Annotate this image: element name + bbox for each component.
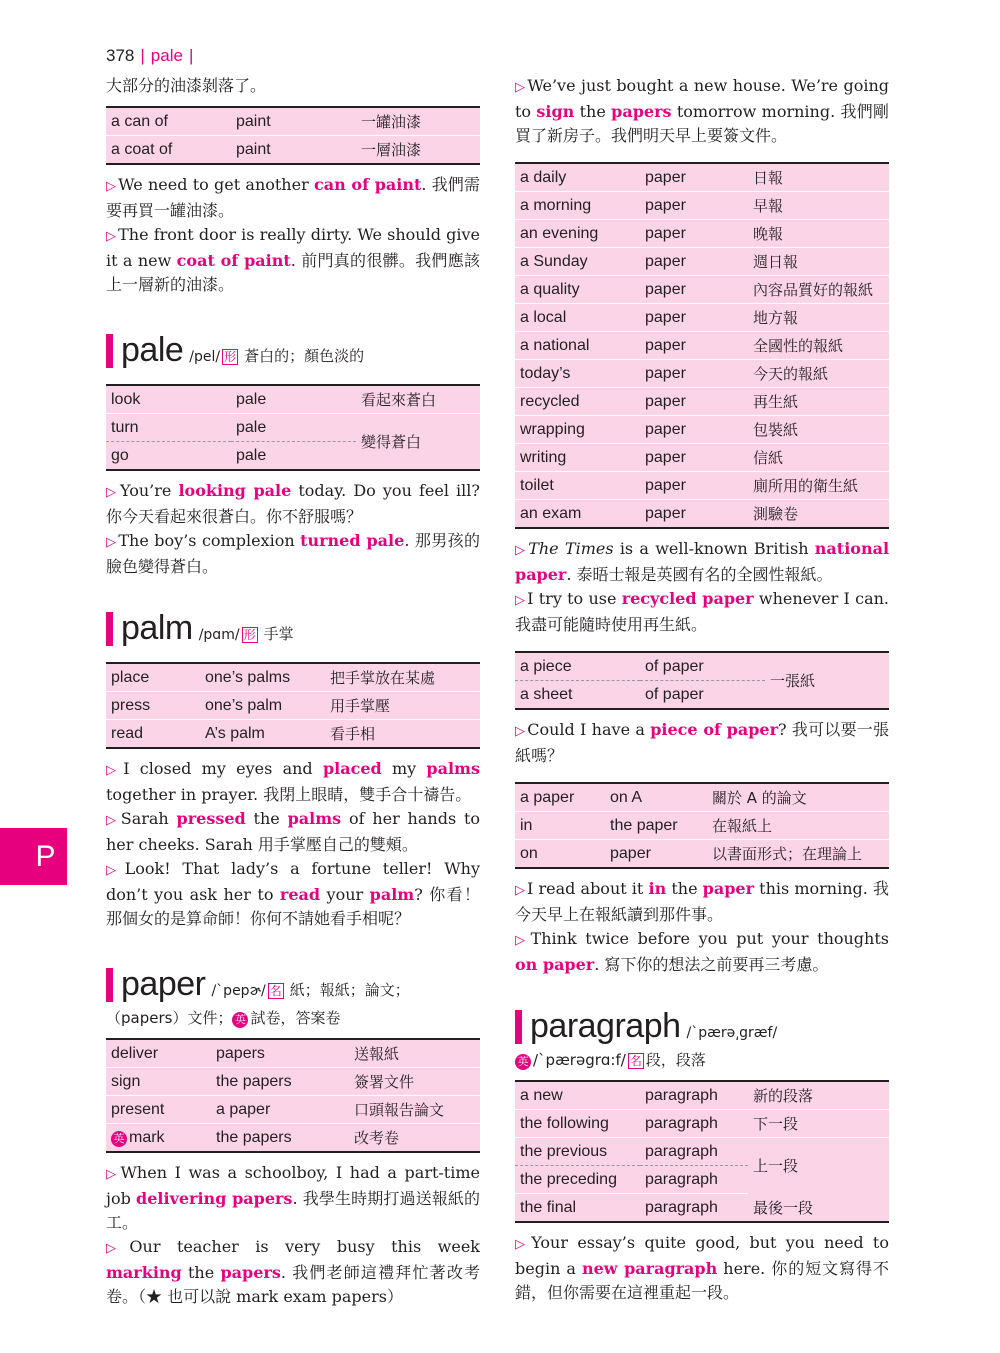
table-row: sign the papers 簽署文件 <box>106 1068 480 1096</box>
example-sentence: ▷ You’re looking pale today. Do you feel ill? 你今天看起來很蒼白。你不舒服嗎？ <box>106 481 480 526</box>
table-row: a local paper 地方報 <box>515 304 889 332</box>
example-sentence: ▷ The boy’s complexion turned pale. 那男孩的臉色變得蒼白。 <box>106 531 480 576</box>
table-row: place one’s palms 把手掌放在某處 <box>106 663 480 692</box>
example-sentence: ▷ The front door is really dirty. We should give it a new coat of paint. 前門真的很髒。我們應該上一層新的油漆。 <box>106 225 480 294</box>
table-row: a national paper 全國性的報紙 <box>515 332 889 360</box>
table-row: a can of paint 一罐油漆 <box>106 107 480 136</box>
table-row: the final paragraph 最後一段 <box>515 1194 889 1223</box>
page-header <box>106 46 199 66</box>
table-row: look pale 看起來蒼白 <box>106 385 480 414</box>
british-badge-icon: 英 <box>111 1131 127 1147</box>
table-row: a piece of paper 一張紙 <box>515 652 889 681</box>
table-row: toilet paper 廁所用的衛生紙 <box>515 472 889 500</box>
table-row: a quality paper 內容品質好的報紙 <box>515 276 889 304</box>
table-row: on paper 以書面形式；在理論上 <box>515 840 889 869</box>
entry-bar <box>106 334 113 368</box>
example-sentence: ▷ I read about it in the paper this morning. 我今天早上在報紙讀到那件事。 <box>515 879 889 924</box>
pale-collocation-table <box>106 384 480 471</box>
paper-verb-collocation-table <box>106 1038 480 1153</box>
table-row: 英 mark the papers 改考卷 <box>106 1124 480 1153</box>
left-column <box>106 74 480 1309</box>
example-arrow-icon: ▷ <box>515 883 526 898</box>
table-row: in the paper 在報紙上 <box>515 812 889 840</box>
table-row: press one’s palm 用手掌壓 <box>106 692 480 720</box>
paper-type-collocation-table <box>515 162 889 529</box>
example-sentence: ▷ Your essay’s quite good, but you need to begin a new paragraph here. 你的短文寫得不錯，但你需要在這裡重起一段。 <box>515 1233 889 1302</box>
example-sentence: ▷ When I was a schoolboy, I had a part-time job delivering papers. 我學生時期打過送報紙的工。 <box>106 1163 480 1232</box>
example-arrow-icon: ▷ <box>515 80 526 95</box>
entry-headword: paragraph <box>530 1007 681 1045</box>
part-of-speech-badge: 名 <box>629 1054 642 1068</box>
example-sentence: ▷ Could I have a piece of paper? 我可以要一張紙嗎？ <box>515 720 890 765</box>
table-row: a new paragraph 新的段落 <box>515 1081 889 1110</box>
example-arrow-icon: ▷ <box>515 724 526 739</box>
part-of-speech-badge: 形 <box>243 628 256 642</box>
pronunciation: /ˋpærə͵græf/ <box>686 1025 778 1041</box>
table-row: an evening paper 晚報 <box>515 220 889 248</box>
definition: 蒼白的；顏色淡的 <box>244 347 365 365</box>
table-row: go pale <box>106 442 480 471</box>
example-sentence: ▷ Think twice before you put your thoughts on paper. 寫下你的想法之前要再三考慮。 <box>515 929 889 974</box>
right-column <box>515 74 889 1305</box>
table-row: turn pale 變得蒼白 <box>106 414 480 442</box>
example-arrow-icon: ▷ <box>106 229 117 244</box>
paragraph-collocation-table <box>515 1080 889 1223</box>
header-separator: | <box>140 46 145 65</box>
pronunciation: /pel/ <box>189 349 221 365</box>
table-row: a Sunday paper 週日報 <box>515 248 889 276</box>
table-row: a sheet of paper <box>515 681 889 710</box>
table-row: a paper on A 關於 A 的論文 <box>515 783 889 812</box>
table-row: a coat of paint 一層油漆 <box>106 136 480 165</box>
part-of-speech-badge: 形 <box>224 350 237 364</box>
entry-heading-paper <box>106 965 480 1004</box>
definition: 手掌 <box>263 625 294 643</box>
definition-continued <box>515 1048 889 1072</box>
table-row: the preceding paragraph <box>515 1166 889 1194</box>
table-row: a morning paper 早報 <box>515 192 889 220</box>
entry-heading-palm <box>106 609 480 648</box>
british-badge-icon: 英 <box>232 1012 248 1028</box>
example-arrow-icon: ▷ <box>106 485 119 500</box>
example-arrow-icon: ▷ <box>106 813 119 828</box>
example-arrow-icon: ▷ <box>106 179 117 194</box>
definition: 段，段落 <box>645 1051 706 1069</box>
british-pronunciation: /ˋpærəgrɑ:f/ <box>533 1051 626 1069</box>
running-headword: pale <box>150 46 183 65</box>
entry-headword: paper <box>121 965 206 1003</box>
example-arrow-icon: ▷ <box>106 763 122 778</box>
paper-preposition-collocation-table <box>515 782 889 869</box>
example-sentence: ▷ We’ve just bought a new house. We’re going to sign the papers tomorrow morning. 我們剛買了新房子。我們明天早上要簽文件。 <box>515 76 889 145</box>
pronunciation: /pɑm/ <box>198 627 240 643</box>
table-row: deliver papers 送報紙 <box>106 1039 480 1068</box>
entry-bar <box>515 1010 522 1044</box>
entry-headword: pale <box>121 331 184 369</box>
table-row: wrapping paper 包裝紙 <box>515 416 889 444</box>
paint-collocation-table <box>106 106 480 165</box>
page-number: 378 <box>106 46 135 65</box>
thumb-tab-letter: P <box>0 828 67 885</box>
example-sentence: ▷ We need to get another can of paint. 我們需要再買一罐油漆。 <box>106 175 480 220</box>
entry-heading-pale <box>106 331 480 370</box>
example-sentence: ▷ I try to use recycled paper whenever I can. 我盡可能隨時使用再生紙。 <box>515 589 890 634</box>
example-arrow-icon: ▷ <box>106 863 123 878</box>
example-sentence: ▷ Look! That lady’s a fortune teller! Why don’t you ask her to read your palm? 你看！那個女的是算命師！你何不請她看手相呢？ <box>106 859 481 928</box>
pronunciation: /ˋpepɚ/ <box>211 983 266 999</box>
example-arrow-icon: ▷ <box>515 933 529 948</box>
definition-continued: （papers）文件； 英 試卷，答案卷 <box>106 1009 341 1027</box>
entry-bar <box>106 612 113 646</box>
definition: 紙；報紙；論文； <box>289 981 410 999</box>
table-row: today’s paper 今天的報紙 <box>515 360 889 388</box>
example-arrow-icon: ▷ <box>106 535 117 550</box>
entry-heading-paragraph <box>515 1007 889 1046</box>
example-sentence: ▷ I closed my eyes and placed my palms together in prayer. 我閉上眼睛，雙手合十禱告。 <box>106 759 480 804</box>
example-arrow-icon: ▷ <box>106 1167 119 1182</box>
header-separator-end: | <box>188 46 194 65</box>
entry-headword: palm <box>121 609 193 647</box>
table-row: the previous paragraph 上一段 <box>515 1138 889 1166</box>
example-arrow-icon: ▷ <box>515 543 527 558</box>
example-arrow-icon: ▷ <box>515 1237 530 1252</box>
part-of-speech-badge: 名 <box>269 984 282 998</box>
table-row: present a paper 口頭報告論文 <box>106 1096 480 1124</box>
table-row: an exam paper 測驗卷 <box>515 500 889 529</box>
palm-collocation-table <box>106 662 480 749</box>
table-row: recycled paper 再生紙 <box>515 388 889 416</box>
entry-bar <box>106 968 113 1002</box>
paper-piece-collocation-table <box>515 651 889 710</box>
table-row: the following paragraph 下一段 <box>515 1110 889 1138</box>
table-row: read A’s palm 看手相 <box>106 720 480 749</box>
example-arrow-icon: ▷ <box>106 1241 128 1256</box>
example-sentence: ▷ Our teacher is very busy this week marking the papers. 我們老師這禮拜忙著改考卷。（★ 也可以說 mark exam papers） <box>106 1237 481 1306</box>
british-badge-icon: 英 <box>515 1054 531 1070</box>
carry-over-line: 大部分的油漆剝落了。 <box>106 76 267 95</box>
table-row: writing paper 信紙 <box>515 444 889 472</box>
example-arrow-icon: ▷ <box>515 593 526 608</box>
table-row: a daily paper 日報 <box>515 163 889 192</box>
example-sentence: ▷ Sarah pressed the palms of her hands to her cheeks. Sarah 用手掌壓自己的雙頰。 <box>106 809 481 854</box>
example-sentence: ▷ The Times is a well-known British national paper. 泰晤士報是英國有名的全國性報紙。 <box>515 539 890 584</box>
